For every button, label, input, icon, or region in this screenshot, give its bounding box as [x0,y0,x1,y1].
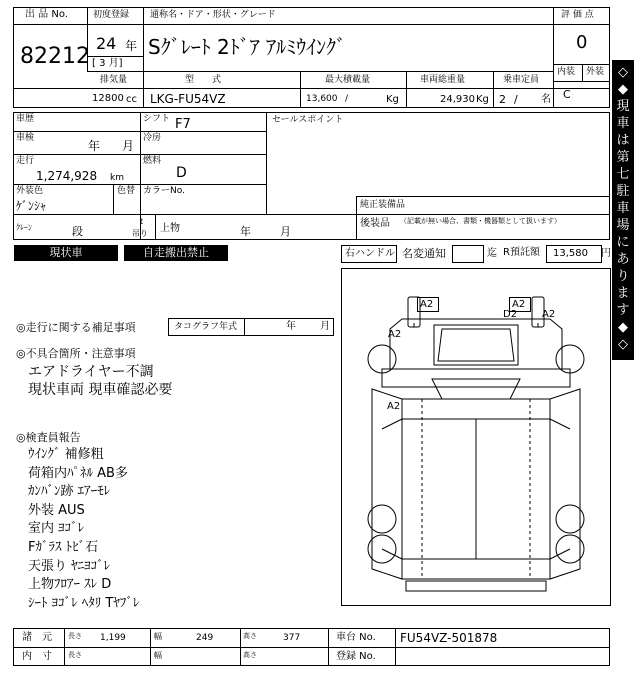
capacity-value: 2 [499,93,506,106]
color-no-label: カラーNo. [143,186,185,196]
displacement-label: 排気量 [100,75,128,85]
defect-line: エアドライヤー不調 [28,364,154,380]
inspector-line: 外装 AUS [28,502,85,518]
recycle-unit: 円 [601,248,611,259]
damage-mark: A2 [387,401,401,412]
inner-width-label: 幅 [154,651,162,660]
sidebar-char: ◆ [618,82,628,97]
max-load-label: 最大積載量 [325,75,371,85]
front-bumper [382,369,570,387]
name-change-until: 迄 [487,248,497,259]
sidebar-char: 駐 [616,184,630,199]
sidebar-char: ま [616,286,630,301]
first-reg-month: [ 3 月] [92,58,123,69]
outer-dim-label: 諸 元 [22,632,52,643]
width-label: 幅 [154,632,162,641]
crane-ton: 吊り [132,229,148,238]
fuel-value: D [176,165,187,181]
windshield [438,329,514,361]
capacity-unit: 名 [541,94,551,105]
inspector-line: 天張り ﾔﾆﾖｺﾞﾚ [28,558,111,574]
lot-label: 出 品 No. [25,9,68,20]
max-load-value: 13,600 [306,94,338,104]
height-label: 高さ [243,632,257,640]
lot-number: 82212 [20,44,90,69]
inner-dim-label: 内 寸 [22,651,52,662]
interior-label: 内装 [557,67,576,77]
inspection-label: 車検 [16,133,35,143]
sidebar-char: は [616,133,630,148]
inspector-list [28,446,139,613]
inspector-line: ｶﾝﾊﾞﾝ跡 ｴｱｰﾓﾚ [28,484,111,500]
damage-mark: D2 [503,309,518,320]
crane-label: ｸﾚｰﾝ [16,223,32,232]
right-hand-label: 右ハンドル [345,248,395,259]
model-name-label: 通称名・ドア・形状・グレード [150,10,276,20]
upper-month: 月 [280,225,291,238]
inspector-line: ｳｲﾝｸﾞ 補修粗 [28,447,104,462]
chassis-number: FU54VZ-501878 [400,631,498,645]
sales-point-label: セールスポイント [272,115,344,125]
driving-notes-title: ◎走行に関する補足事項 [16,321,136,334]
score-value: 0 [576,32,588,53]
sidebar-char: 現 [616,99,630,114]
inspection-year: 年 [88,139,101,153]
defect-line: 現状車両 現車確認必要 [28,382,173,398]
sidebar-char: 車 [616,201,630,216]
chassis-label: 車台 No. [336,632,376,643]
sidebar-char: ◇ [618,65,628,80]
mileage-label: 走行 [16,156,35,166]
defect-notes-title: ◎不具合箇所・注意事項 [16,347,136,360]
fuel-label: 燃料 [143,156,162,166]
sidebar-char: に [616,235,630,250]
self-drive-prohibited-badge: 自走搬出禁止 [124,245,228,261]
crane-stage: 段 [72,225,83,238]
cab-top [434,325,518,365]
damage-mark: A2 [512,299,526,310]
name-change-box [452,245,484,263]
tacho-year: 年 [286,321,296,332]
inner-height-label: 高さ [243,651,257,659]
gross-weight-label: 車両総重量 [420,75,466,85]
ac-label: 冷房 [143,133,162,143]
rear-bumper [406,581,546,591]
max-load-slash: / [345,94,349,104]
inspector-line: 上物ﾌﾛｱｰ ｽﾚ D [28,577,112,593]
damage-mark: A2 [420,299,434,310]
defect-list [28,363,172,399]
damage-mark: A2 [388,329,402,340]
displacement-value: 12800 [92,93,124,104]
sidebar-char: す [616,303,630,318]
sidebar-char: ◆ [618,320,628,335]
gross-weight-value: 24,930 [440,94,475,105]
length-value: 1,199 [100,633,126,643]
max-load-unit: Kg [386,94,399,105]
shift-value: F7 [175,117,191,132]
upper-label: 上物 [160,223,180,234]
first-reg-label: 初度登録 [93,10,130,20]
inspector-line: 荷箱内ﾊﾟﾈﾙ AB多 [28,465,128,481]
exterior-label: 外装 [586,67,605,77]
width-value: 249 [196,633,214,643]
gross-weight-unit: Kg [476,94,489,105]
current-car-badge: 現状車 [14,245,118,261]
displacement-unit: cc [126,94,137,105]
first-reg-year-unit: 年 [125,39,138,53]
registration-label: 登録 No. [336,651,376,662]
capacity-label: 乗車定員 [503,75,540,85]
sidebar-char: 場 [616,218,630,233]
recycle-amount: 13,580 [553,248,588,259]
truck-diagram [342,269,610,605]
model-code: LKG-FU54VZ [150,92,226,106]
model-name: Sｸﾞﾚｰﾄ 2ﾄﾞｱ ｱﾙﾐｳｲﾝｸﾞ [148,35,347,59]
color-value: ｹﾞﾝｼｬ [16,199,47,213]
aftermarket-label: 後装品 [360,218,390,229]
score-label: 評 価 点 [561,10,594,20]
inner-length-label: 長さ [68,651,82,659]
sidebar-char: 第 [616,150,630,165]
sidebar-char: あ [616,252,630,267]
inspector-notes-title: ◎検査員報告 [16,431,81,444]
inspector-line: 室内 ﾖｺﾞﾚ [28,521,85,537]
model-code-label: 型 式 [185,75,222,85]
sidebar-char: ◇ [618,337,628,352]
tacho-month: 月 [320,321,330,332]
recycle-label: R預託額 [503,247,540,258]
history-label: 車歴 [16,114,35,124]
inspection-month: 月 [122,139,135,153]
mileage-unit: km [110,173,124,183]
name-change-label: 名変通知 [402,247,446,260]
sidebar-notice [612,60,634,360]
crane-ton-top: t [140,217,144,226]
interior-grade: C [563,88,571,101]
capacity-slash: / [514,93,518,106]
length-label: 長さ [68,632,82,640]
color-change-label: 色替 [117,186,136,196]
damage-mark: A2 [542,309,556,320]
inspector-line: ｼｰﾄ ﾖｺﾞﾚ ﾍﾀﾘ Tﾔﾌﾞﾚ [28,595,140,611]
upper-year: 年 [240,225,251,238]
mileage-value: 1,274,928 [36,169,98,183]
sidebar-char: 七 [616,167,630,182]
sidebar-char: 車 [616,116,630,131]
first-reg-year: 24 [96,34,117,53]
aftermarket-note: （記載が無い場合、書類・機器類として扱います） [400,217,561,225]
color-label: 外装色 [16,186,44,196]
shift-label: シフト [143,114,171,124]
tacho-label: タコグラフ年式 [174,322,238,332]
genuine-equipment-label: 純正装備品 [360,200,406,210]
inspector-line: Fｶﾞﾗｽ ﾄﾋﾞ石 [28,539,99,555]
height-value: 377 [283,633,301,643]
sidebar-char: り [616,269,630,284]
